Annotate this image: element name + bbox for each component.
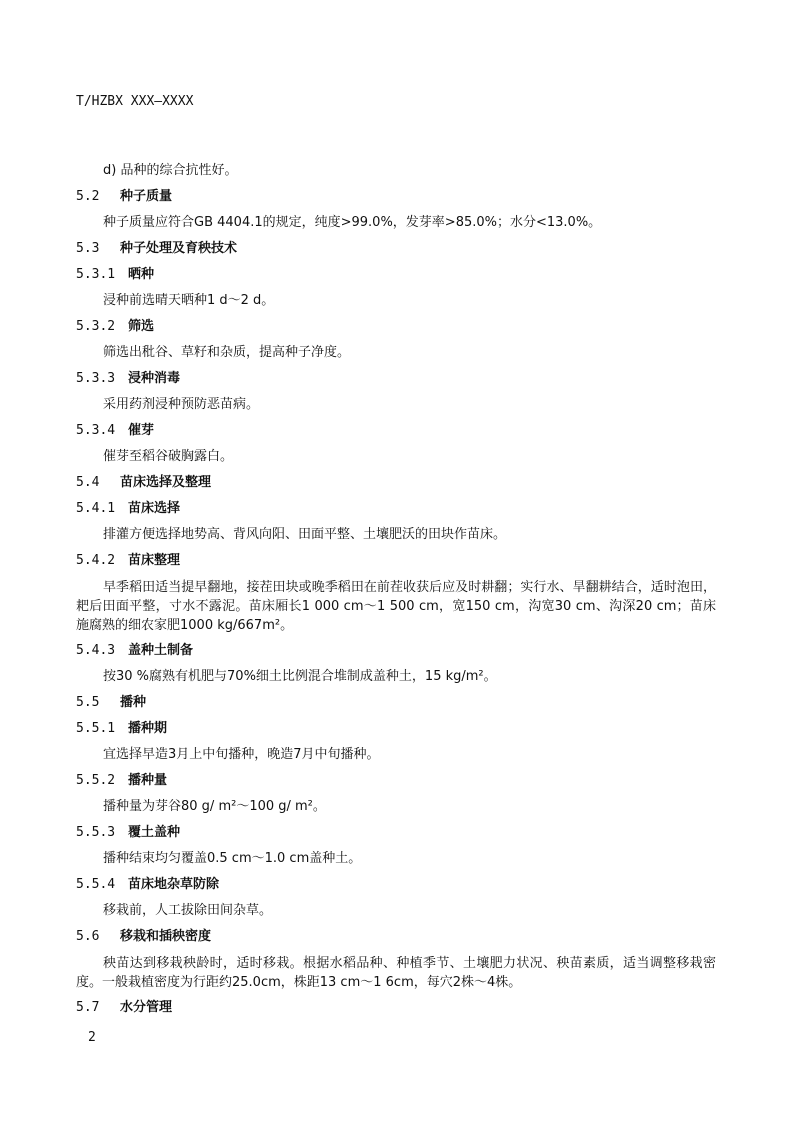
section-number: 5.4.2 [76, 553, 116, 568]
section-heading [76, 236, 716, 262]
body-paragraph: 移栽前，人工拔除田间杂草。 [103, 903, 273, 918]
section-number: 5.7 [76, 1000, 100, 1015]
section-number: 5.3.2 [76, 319, 116, 334]
section-title: 苗床选择 [128, 501, 181, 516]
section-title: 苗床地杂草防除 [128, 877, 220, 892]
section-number: 5.3.4 [76, 423, 116, 438]
section-heading [76, 716, 716, 742]
section-title: 播种期 [128, 721, 168, 736]
page-number: 2 [88, 1030, 96, 1045]
section-heading [76, 496, 716, 522]
section-title: 播种量 [128, 773, 168, 788]
document-code-header: T/HZBX XXX—XXXX [76, 94, 194, 109]
section-heading [76, 995, 716, 1021]
section-number: 5.3.3 [76, 371, 116, 386]
section-number: 5.6 [76, 929, 100, 944]
document-body [76, 158, 716, 1021]
section-title: 筛选 [128, 319, 155, 334]
body-paragraph: 催芽至稻谷破胸露白。 [103, 449, 234, 464]
body-paragraph: 筛选出秕谷、草籽和杂质，提高种子净度。 [103, 345, 351, 360]
section-heading [76, 924, 716, 950]
section-heading [76, 418, 716, 444]
section-title: 播种 [120, 695, 147, 710]
section-number: 5.2 [76, 189, 100, 204]
section-number: 5.4 [76, 475, 100, 490]
section-heading [76, 768, 716, 794]
body-paragraph: 排灌方便选择地势高、背风向阳、田面平整、土壤肥沃的田块作苗床。 [103, 527, 507, 542]
section-title: 种子处理及育秧技术 [120, 241, 238, 256]
section-heading [76, 470, 716, 496]
section-title: 水分管理 [120, 1000, 173, 1015]
section-number: 5.5.3 [76, 825, 116, 840]
section-title: 盖种土制备 [128, 643, 194, 658]
section-number: 5.5.1 [76, 721, 116, 736]
section-number: 5.5 [76, 695, 100, 710]
section-title: 催芽 [128, 423, 155, 438]
section-heading [76, 366, 716, 392]
section-number: 5.3.1 [76, 267, 116, 282]
section-title: 覆土盖种 [128, 825, 181, 840]
body-paragraph: 按30 %腐熟有机肥与70%细土比例混合堆制成盖种土，15 kg/m²。 [103, 669, 497, 684]
section-number: 5.4.1 [76, 501, 116, 516]
section-heading [76, 184, 716, 210]
section-heading [76, 638, 716, 664]
section-title: 种子质量 [120, 189, 173, 204]
section-title: 移栽和插秧密度 [120, 929, 212, 944]
section-number: 5.4.3 [76, 643, 116, 658]
section-heading [76, 548, 716, 574]
section-title: 苗床选择及整理 [120, 475, 212, 490]
body-paragraph: 种子质量应符合GB 4404.1的规定，纯度>99.0%，发芽率>85.0%；水分<13.0%。 [103, 215, 602, 230]
section-heading [76, 820, 716, 846]
section-number: 5.5.2 [76, 773, 116, 788]
section-heading [76, 690, 716, 716]
section-number: 5.3 [76, 241, 100, 256]
section-heading [76, 314, 716, 340]
section-title: 晒种 [128, 267, 155, 282]
body-paragraph: 采用药剂浸种预防恶苗病。 [103, 397, 260, 412]
body-paragraph: 秧苗达到移栽秧龄时，适时移栽。根据水稻品种、种植季节、土壤肥力状况、秧苗素质，适当调整移栽密度。一般栽植密度为行距约25.0cm，株距13 cm～1 6cm，每穴2株～4株。 [76, 956, 716, 990]
section-heading [76, 262, 716, 288]
section-title: 苗床整理 [128, 553, 181, 568]
section-number: 5.5.4 [76, 877, 116, 892]
section-heading [76, 872, 716, 898]
body-paragraph: 早季稻田适当提早翻地，接茬田块或晚季稻田在前茬收获后应及时耕翻；实行水、旱翻耕结合，适时泡田，耙后田面平整，寸水不露泥。苗床厢长1 000 cm～1 500 cm，宽150 cm，沟宽30 cm、沟深20 cm；苗床施腐熟的细农家肥1000 kg/667m²。 [76, 580, 716, 633]
body-paragraph: 播种结束均匀覆盖0.5 cm～1.0 cm盖种土。 [103, 851, 362, 866]
body-paragraph: 播种量为芽谷80 g/ m²～100 g/ m²。 [103, 799, 326, 814]
section-title: 浸种消毒 [128, 371, 181, 386]
body-paragraph: 浸种前选晴天晒种1 d～2 d。 [103, 293, 275, 308]
body-paragraph: d) 品种的综合抗性好。 [103, 163, 238, 178]
body-paragraph: 宜选择早造3月上中旬播种，晚造7月中旬播种。 [103, 747, 380, 762]
